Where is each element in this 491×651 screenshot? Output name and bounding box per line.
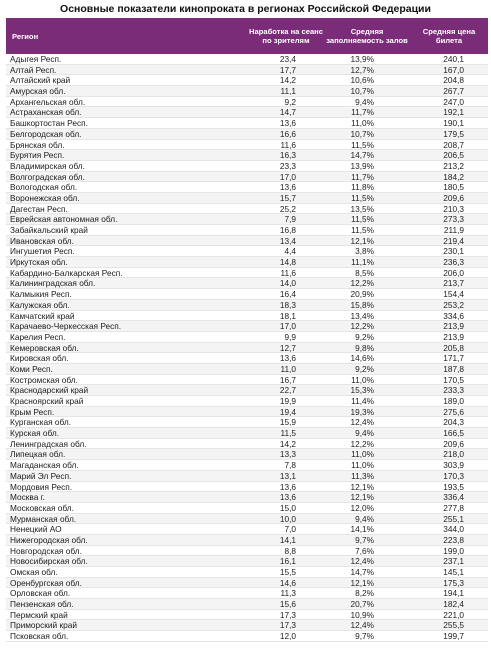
occupancy-cell: 12,1%: [350, 481, 374, 492]
table-row: [6, 460, 488, 471]
price-cell: 267,7: [443, 86, 464, 97]
price-cell: 247,0: [443, 96, 464, 107]
price-cell: 145,1: [443, 567, 464, 577]
region-cell: Ингушетия Респ.: [10, 246, 75, 257]
table-row: [6, 278, 488, 289]
price-cell: 199,0: [443, 545, 464, 556]
occupancy-cell: 9,8%: [355, 342, 374, 353]
sessions-cell: 16,7: [279, 374, 296, 385]
occupancy-cell: 14,7%: [350, 567, 374, 577]
region-cell: Липецкая обл.: [10, 449, 66, 460]
price-cell: 208,7: [443, 139, 464, 150]
occupancy-cell: 8,2%: [355, 588, 374, 599]
region-cell: Краснодарский край: [10, 385, 89, 396]
price-cell: 213,7: [443, 278, 464, 289]
sessions-cell: 17,3: [279, 620, 296, 631]
region-cell: Псковская обл.: [10, 631, 69, 642]
sessions-cell: 13,6: [279, 492, 296, 503]
occupancy-cell: 19,3%: [350, 406, 374, 417]
table-row: [6, 332, 488, 343]
sessions-cell: 11,3: [280, 588, 296, 599]
region-cell: Башкортостан Респ.: [10, 118, 88, 129]
occupancy-cell: 9,4%: [355, 513, 374, 524]
region-cell: Белгородская обл.: [10, 128, 82, 139]
price-cell: 218,0: [443, 449, 464, 460]
region-cell: Магаданская обл.: [10, 460, 79, 471]
table-row: [6, 343, 488, 354]
region-cell: Забайкальский край: [10, 225, 88, 235]
table-row: [6, 514, 488, 525]
occupancy-cell: 11,8%: [351, 182, 374, 193]
price-cell: 230,1: [443, 246, 464, 257]
sessions-cell: 8,8: [284, 545, 296, 556]
table-row: [6, 225, 488, 236]
region-cell: Алтай Респ.: [10, 64, 57, 75]
table-row: [6, 107, 488, 118]
price-cell: 240,1: [443, 54, 464, 64]
price-cell: 275,6: [443, 406, 464, 417]
table-row: [6, 556, 488, 567]
table-row: [6, 161, 488, 172]
region-cell: Дагестан Респ.: [10, 203, 68, 214]
sessions-cell: 17,3: [279, 609, 296, 620]
price-cell: 182,4: [443, 599, 464, 610]
occupancy-cell: 12,2%: [350, 438, 374, 449]
sessions-cell: 10,0: [279, 513, 296, 524]
sessions-cell: 22,7: [279, 385, 296, 396]
price-cell: 303,9: [443, 460, 464, 471]
table-row: [6, 610, 488, 621]
occupancy-cell: 11,0%: [351, 374, 374, 385]
price-cell: 236,3: [443, 257, 464, 268]
occupancy-cell: 10,6%: [350, 75, 374, 86]
price-cell: 166,5: [443, 428, 464, 439]
table-row: [6, 631, 488, 642]
table-row: [6, 503, 488, 514]
sessions-cell: 15,9: [279, 417, 296, 428]
table-body: [6, 54, 488, 642]
sessions-cell: 16,4: [279, 289, 296, 300]
price-cell: 213,9: [443, 321, 464, 332]
price-cell: 180,5: [443, 182, 464, 193]
occupancy-cell: 11,0%: [351, 460, 374, 471]
price-cell: 204,8: [443, 75, 464, 86]
table-row: [6, 140, 488, 151]
region-cell: Алтайский край: [10, 75, 71, 86]
table-row: [6, 599, 488, 610]
price-cell: 170,5: [443, 374, 464, 385]
region-cell: Приморский край: [10, 620, 77, 631]
sessions-cell: 17,7: [279, 64, 296, 75]
sessions-cell: 14,2: [279, 75, 296, 86]
sessions-cell: 7,9: [284, 214, 296, 225]
region-cell: Пермский край: [10, 609, 68, 620]
price-cell: 273,3: [443, 214, 464, 225]
region-cell: Еврейская автономная обл.: [10, 214, 118, 225]
occupancy-cell: 12,1%: [350, 492, 374, 503]
occupancy-cell: 10,7%: [350, 86, 374, 97]
price-cell: 175,3: [443, 577, 464, 588]
occupancy-cell: 11,0%: [351, 449, 374, 460]
region-cell: Мурманская обл.: [10, 513, 77, 524]
header-price: Средняя цена билета: [422, 27, 476, 45]
sessions-cell: 11,1: [280, 86, 296, 97]
occupancy-cell: 9,2%: [355, 331, 374, 342]
sessions-cell: 16,8: [279, 225, 296, 235]
occupancy-cell: 11,4%: [351, 396, 374, 406]
price-cell: 171,7: [443, 353, 464, 364]
price-cell: 209,6: [443, 438, 464, 449]
price-cell: 334,6: [443, 310, 464, 321]
occupancy-cell: 11,5%: [351, 139, 374, 150]
occupancy-cell: 12,7%: [350, 64, 374, 75]
sessions-cell: 19,9: [279, 396, 296, 406]
sessions-cell: 13,1: [279, 470, 296, 481]
occupancy-cell: 11,1%: [351, 257, 374, 268]
region-cell: Курганская обл.: [10, 417, 72, 428]
table-row: [6, 65, 488, 76]
page-title: Основные показатели кинопроката в регионах Российской Федерации: [60, 3, 431, 15]
occupancy-cell: 12,2%: [350, 321, 374, 332]
price-cell: 184,2: [443, 171, 464, 182]
occupancy-cell: 9,4%: [355, 96, 374, 107]
table-row: [6, 246, 488, 257]
table-row: [6, 75, 488, 86]
price-cell: 211,9: [443, 225, 464, 235]
sessions-cell: 18,3: [279, 299, 296, 310]
occupancy-cell: 14,7%: [350, 150, 374, 161]
region-cell: Иркутская обл.: [10, 257, 68, 268]
table-row: [6, 439, 488, 450]
table-row: [6, 182, 488, 193]
sessions-cell: 7,8: [284, 460, 296, 471]
region-cell: Калужская обл.: [10, 299, 70, 310]
region-cell: Орловская обл.: [10, 588, 71, 599]
occupancy-cell: 11,5%: [351, 225, 374, 235]
occupancy-cell: 7,6%: [355, 545, 374, 556]
sessions-cell: 15,5: [279, 567, 296, 577]
sessions-cell: 23,3: [279, 160, 296, 171]
price-cell: 193,5: [443, 481, 464, 492]
occupancy-cell: 10,9%: [350, 609, 374, 620]
region-cell: Бурятия Респ.: [10, 150, 65, 161]
price-cell: 167,0: [443, 64, 464, 75]
price-cell: 223,8: [443, 534, 464, 545]
table-row: [6, 407, 488, 418]
table-row: [6, 54, 488, 65]
table-row: [6, 289, 488, 300]
region-cell: Марий Эл Респ.: [10, 470, 72, 481]
region-cell: Камчатский край: [10, 310, 75, 321]
region-cell: Карачаево-Черкесская Респ.: [10, 321, 122, 332]
table-row: [6, 567, 488, 578]
table-row: [6, 300, 488, 311]
table-row: [6, 385, 488, 396]
region-cell: Московская обл.: [10, 502, 74, 513]
sessions-cell: 16,6: [279, 128, 296, 139]
region-cell: Новгородская обл.: [10, 545, 82, 556]
sessions-cell: 14,2: [279, 438, 296, 449]
table-row: [6, 129, 488, 140]
table-row: [6, 471, 488, 482]
region-cell: Ленинградская обл.: [10, 438, 87, 449]
sessions-cell: 9,9: [284, 331, 296, 342]
table-row: [6, 578, 488, 589]
occupancy-cell: 13,5%: [350, 203, 374, 214]
occupancy-cell: 10,7%: [350, 128, 374, 139]
price-cell: 192,1: [443, 107, 464, 118]
table-row: [6, 353, 488, 364]
sessions-cell: 13,6: [279, 118, 296, 129]
region-cell: Красноярский край: [10, 396, 84, 406]
sessions-cell: 11,6: [280, 267, 296, 278]
occupancy-cell: 13,9%: [350, 54, 374, 64]
region-cell: Архангельская обл.: [10, 96, 86, 107]
region-cell: Брянская обл.: [10, 139, 65, 150]
price-cell: 154,4: [443, 289, 464, 300]
sessions-cell: 13,3: [279, 449, 296, 460]
occupancy-cell: 13,9%: [350, 160, 374, 171]
region-cell: Астраханская обл.: [10, 107, 82, 118]
price-cell: 210,3: [443, 203, 464, 214]
region-cell: Кемеровская обл.: [10, 342, 79, 353]
occupancy-cell: 3,8%: [355, 246, 374, 257]
region-cell: Новосибирская обл.: [10, 556, 88, 567]
sessions-cell: 13,4: [279, 235, 296, 246]
price-cell: 213,2: [443, 160, 464, 171]
occupancy-cell: 12,4%: [350, 417, 374, 428]
price-cell: 194,1: [443, 588, 464, 599]
table-row: [6, 620, 488, 631]
table-row: [6, 449, 488, 460]
sessions-cell: 13,6: [279, 353, 296, 364]
price-cell: 277,8: [443, 502, 464, 513]
table-row: [6, 546, 488, 557]
region-cell: Крым Респ.: [10, 406, 55, 417]
table-row: [6, 150, 488, 161]
table-row: [6, 214, 488, 225]
price-cell: 205,8: [443, 342, 464, 353]
price-cell: 344,0: [443, 524, 464, 535]
table-row: [6, 417, 488, 428]
region-cell: Омская обл.: [10, 567, 58, 577]
sessions-cell: 12,7: [279, 342, 296, 353]
region-cell: Курская обл.: [10, 428, 60, 439]
sessions-cell: 15,6: [279, 599, 296, 610]
region-cell: Волгоградская обл.: [10, 171, 85, 182]
price-cell: 187,8: [443, 363, 464, 374]
table-row: [6, 396, 488, 407]
occupancy-cell: 12,0%: [350, 502, 374, 513]
table-row: [6, 535, 488, 546]
region-cell: Оренбургская обл.: [10, 577, 82, 588]
sessions-cell: 17,0: [279, 321, 296, 332]
table-row: [6, 204, 488, 215]
region-cell: Калмыкия Респ.: [10, 289, 72, 300]
table-row: [6, 172, 488, 183]
occupancy-cell: 11,7%: [351, 171, 374, 182]
price-cell: 233,3: [443, 385, 464, 396]
occupancy-cell: 14,1%: [350, 524, 374, 535]
price-cell: 179,5: [443, 128, 464, 139]
occupancy-cell: 11,7%: [351, 107, 374, 118]
sessions-cell: 4,4: [284, 246, 296, 257]
occupancy-cell: 12,2%: [350, 278, 374, 289]
occupancy-cell: 9,2%: [355, 363, 374, 374]
price-cell: 209,6: [443, 192, 464, 203]
table-row: [6, 482, 488, 493]
price-cell: 336,4: [443, 492, 464, 503]
occupancy-cell: 9,4%: [355, 428, 374, 439]
sessions-cell: 9,2: [284, 96, 296, 107]
region-cell: Ивановская обл.: [10, 235, 74, 246]
region-cell: Карелия Респ.: [10, 331, 66, 342]
sessions-cell: 11,6: [280, 139, 296, 150]
table-row: [6, 97, 488, 108]
table-row: [6, 193, 488, 204]
sessions-cell: 13,6: [279, 481, 296, 492]
price-cell: 255,1: [443, 513, 464, 524]
price-cell: 221,0: [443, 609, 464, 620]
price-cell: 206,0: [443, 267, 464, 278]
header-sessions: Наработка на сеанс по зрителям: [249, 27, 323, 45]
sessions-cell: 12,0: [279, 631, 296, 642]
price-cell: 237,1: [443, 556, 464, 567]
occupancy-cell: 13,4%: [350, 310, 374, 321]
region-cell: Ненецкий АО: [10, 524, 62, 535]
region-cell: Пензенская обл.: [10, 599, 74, 610]
occupancy-cell: 20,9%: [350, 289, 374, 300]
price-cell: 219,4: [443, 235, 464, 246]
price-cell: 213,9: [443, 331, 464, 342]
sessions-cell: 11,0: [280, 363, 296, 374]
sessions-cell: 16,3: [279, 150, 296, 161]
price-cell: 204,3: [443, 417, 464, 428]
price-cell: 199,7: [443, 631, 464, 642]
occupancy-cell: 11,3%: [351, 470, 374, 481]
sessions-cell: 25,2: [279, 203, 296, 214]
occupancy-cell: 11,5%: [351, 192, 374, 203]
table-row: [6, 321, 488, 332]
table-header: [6, 18, 488, 54]
sessions-cell: 19,4: [279, 406, 296, 417]
occupancy-cell: 11,0%: [351, 118, 374, 129]
price-cell: 206,5: [443, 150, 464, 161]
sessions-cell: 14,8: [279, 257, 296, 268]
region-cell: Москва г.: [10, 492, 45, 503]
table-row: [6, 257, 488, 268]
sessions-cell: 23,4: [279, 54, 296, 64]
price-cell: 255,5: [443, 620, 464, 631]
table-row: [6, 524, 488, 535]
price-cell: 190,1: [443, 118, 464, 129]
occupancy-cell: 12,4%: [350, 556, 374, 567]
table-row: [6, 268, 488, 279]
region-cell: Кабардино-Балкарская Респ.: [10, 267, 123, 278]
price-cell: 189,0: [443, 396, 464, 406]
table-row: [6, 588, 488, 599]
region-cell: Мордовия Респ.: [10, 481, 73, 492]
occupancy-cell: 15,8%: [350, 299, 374, 310]
region-cell: Коми Респ.: [10, 363, 53, 374]
region-cell: Амурская обл.: [10, 86, 66, 97]
price-cell: 253,2: [443, 299, 464, 310]
occupancy-cell: 9,7%: [355, 631, 374, 642]
region-cell: Воронежская обл.: [10, 192, 80, 203]
sessions-cell: 16,1: [279, 556, 296, 567]
table-row: [6, 375, 488, 386]
region-cell: Адыгея Респ.: [10, 54, 62, 64]
occupancy-cell: 20,7%: [350, 599, 374, 610]
sessions-cell: 14,7: [279, 107, 296, 118]
sessions-cell: 13,6: [279, 182, 296, 193]
occupancy-cell: 14,6%: [350, 353, 374, 364]
occupancy-cell: 8,5%: [355, 267, 374, 278]
sessions-cell: 14,1: [279, 534, 296, 545]
occupancy-cell: 9,7%: [355, 534, 374, 545]
sessions-cell: 14,6: [279, 577, 296, 588]
occupancy-cell: 15,3%: [350, 385, 374, 396]
sessions-cell: 15,0: [279, 502, 296, 513]
header-occupancy: Средняя заполняемость залов: [326, 27, 408, 45]
sessions-cell: 17,0: [279, 171, 296, 182]
sessions-cell: 14,0: [279, 278, 296, 289]
region-cell: Нижегородская обл.: [10, 534, 88, 545]
occupancy-cell: 11,5%: [351, 214, 374, 225]
region-cell: Вологодская обл.: [10, 182, 78, 193]
price-cell: 170,3: [443, 470, 464, 481]
sessions-cell: 7,0: [284, 524, 296, 535]
regions-table: [6, 18, 488, 642]
region-cell: Калининградская обл.: [10, 278, 96, 289]
occupancy-cell: 12,4%: [350, 620, 374, 631]
table-row: [6, 118, 488, 129]
sessions-cell: 11,5: [280, 428, 296, 439]
sessions-cell: 18,1: [279, 310, 296, 321]
table-row: [6, 492, 488, 503]
occupancy-cell: 12,1%: [350, 235, 374, 246]
region-cell: Костромская обл.: [10, 374, 78, 385]
table-row: [6, 428, 488, 439]
sessions-cell: 15,7: [279, 192, 296, 203]
table-row: [6, 86, 488, 97]
header-region: Регион: [12, 31, 39, 41]
region-cell: Кировская обл.: [10, 353, 69, 364]
table-row: [6, 364, 488, 375]
region-cell: Владимирская обл.: [10, 160, 85, 171]
table-row: [6, 311, 488, 322]
table-row: [6, 236, 488, 247]
occupancy-cell: 12,1%: [350, 577, 374, 588]
